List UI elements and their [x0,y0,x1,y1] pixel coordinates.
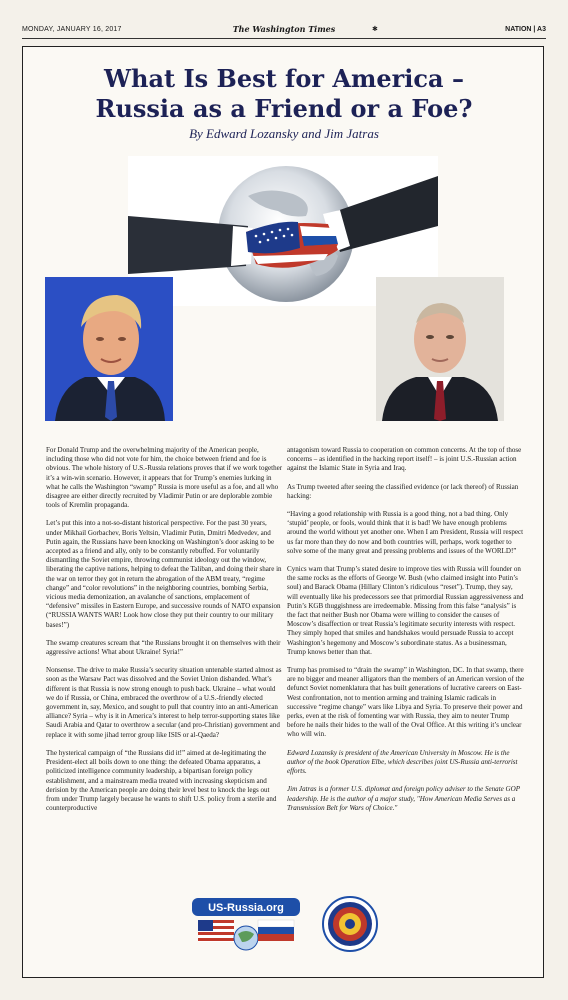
trump-tweet-quote: “Having a good relationship with Russia is a good thing, not a bad thing. Only ‘stupid’ people, or fools, would think that it is bad! We have enough problems around the world without yet another one. When I am President, Russia will respect us far more than they do now and both countries will, perhaps, work together to solve some of the many great and pressing problems and issues of the WORLD!” [287,510,524,555]
title-line-1: What Is Best for America – [104,64,464,93]
article-title [0,64,568,124]
trump-portrait [45,277,173,421]
paragraph: Trump has promised to “drain the swamp” in Washington, DC. In that swamp, there are no bigger and meaner alligators than the members of an American version of the defunct Soviet nomenklatura that has built generations of lucrative careers on East-West confrontation, not to mention arming and training Islamic radicals in successive “regime change” wars like Libya and Syria. To preserve their power and perks, even at the risk of fomenting war with Russia, they aim to neuter Trump before he nails their hides to the wall of the Oval Office. At this writing it’s unclear who will win. [287,666,525,739]
author-bio-lozansky: Edward Lozansky is president of the American University in Moscow. He is the author of the book Operation Elbe, which describes joint US-Russia anti-terrorist efforts. [287,748,518,776]
page-section: NATION | A3 [505,26,546,33]
paragraph: As Trump tweeted after seeing the classified evidence (or lack thereof) of Russian hacking: [287,482,519,500]
paragraph: The hysterical campaign of “the Russians did it!” aimed at de-legitimating the President-elect all boils down to one thing: the defeated Obama apparatus, a politicized intelligence community leadership, a bipartisan foreign policy establishment, and a mainstream media treated with increasing skepticism and derision by the American people are doing their level best to knock the legs out from under Trump largely because he wants to shift U.S. policy from a sterile and counterproductive [46,748,277,813]
masthead [22,24,546,39]
logo-graphic [192,898,300,954]
author-bio-jatras: Jim Jatras is a former U.S. diplomat and foreign policy adviser to the Senate GOP leadership. He is the author of a major study, "How American Media Serves as a Transmission Belt for Wars of Choice." [287,785,520,812]
paragraph: Cynics warn that Trump’s stated desire to improve ties with Russia will founder on the same rocks as the efforts of George W. Bush (who claimed insight into Putin’s soul) and Barack Obama (Hillary Clinton’s ridiculous “reset”). Trump, they say, will eventually like his predecessors see that primordial Russian aggressiveness and Putin’s KGB thuggishness are irredeemable. Missing from this false “analysis” is the fact that neither Bush nor Obama were willing to consider the causes of Moscow’s disaffection or treat Russia’s legitimate security interests with respect. They simply hoped that smiles and handshakes would persuade Russia to accept Washington’s hegemony and Moscow’s subordinate status. As a businessman, Trump knows better than that. [287,565,524,656]
paragraph: Let’s put this into a not-so-distant historical perspective. For the past 30 years, under Mikhail Gorbachev, Boris Yeltsin, Vladimir Putin, Dmitri Medvedev, and Putin again, the Russians have been knocking on Washington’s door asking to be accepted as a friend and ally, only to be constantly rebuffed. For voluntarily dismantling the Soviet empire, throwing communist ideology out the window, liberating the captive nations, helping to defeat the Taliban, and doing their share in the war on terror they got in return the abrogation of the ABM treaty, “regime change” and “color revolutions” in the neighboring countries, bombing Serbia, vicious media demonization, an avalanche of sanctions, emplacement of “defensive” missiles in Eastern Europe, and successive rounds of NATO expansion (“RUSSIA WANTS WAR! Look how close they put their country to our military bases!”) [46,519,282,629]
us-russia-org-logo [192,898,300,954]
logo-site-name: US-Russia.org [208,902,284,914]
paragraph: For Donald Trump and the overwhelming majority of the American people, including those who did not vote for him, the choice between friend and foe is obvious. The whole history of U.S.-Russia relations proves that if we work together it’s a win-win scenario. However, it appears that for Trump’s enemies lurking in what he calls the Washington “swamp” Russia is more useful as a foe, and all who disagree are either directly recruited by Vladimir Putin or are deplorable zombie tools of Kremlin propaganda. [46,446,283,510]
paragraph: Nonsense. The drive to make Russia’s security situation untenable started almost as soon as the Warsaw Pact was dissolved and the Soviet Union disbanded. What’s different is that Russia is now strong enough to push back. Ukraine – what would we do if Russia, or China, embraced the overthrow of a U.S.-friendly elected government in, say, Mexico, and sought to pull that country into an anti-American alliance? Syria – why is it in America’s interest to help terror-supporting states like Saudi Arabia and Qatar to overthrow a secular (and pro-Christian) government and replace it with some jihad terror group like ISIS or al-Qaeda? [46,666,282,739]
newspaper-name: The Washington Times [232,24,336,34]
paragraph: antagonism toward Russia to cooperation on common concerns. At the top of those concerns – as identified in the hacking report itself! – is joint U.S.-Russian action against the Islamic State in Syria and Iraq. [287,446,522,473]
paragraph: The swamp creatures scream that “the Russians brought it on themselves with their aggressive actions! What about Ukraine! Syria!” [46,638,281,657]
title-line-2: Russia as a Friend or a Foe? [95,94,473,123]
putin-photo [376,277,504,421]
article-column-right [287,446,525,822]
university-seal-logo [322,896,378,952]
seal-graphic [322,896,378,952]
byline: By Edward Lozansky and Jim Jatras [189,126,379,141]
putin-portrait [376,277,504,421]
article-column-left [46,446,284,822]
trump-photo [45,277,173,421]
star-icon: ✱ [372,26,378,33]
issue-date: MONDAY, JANUARY 16, 2017 [22,26,122,33]
